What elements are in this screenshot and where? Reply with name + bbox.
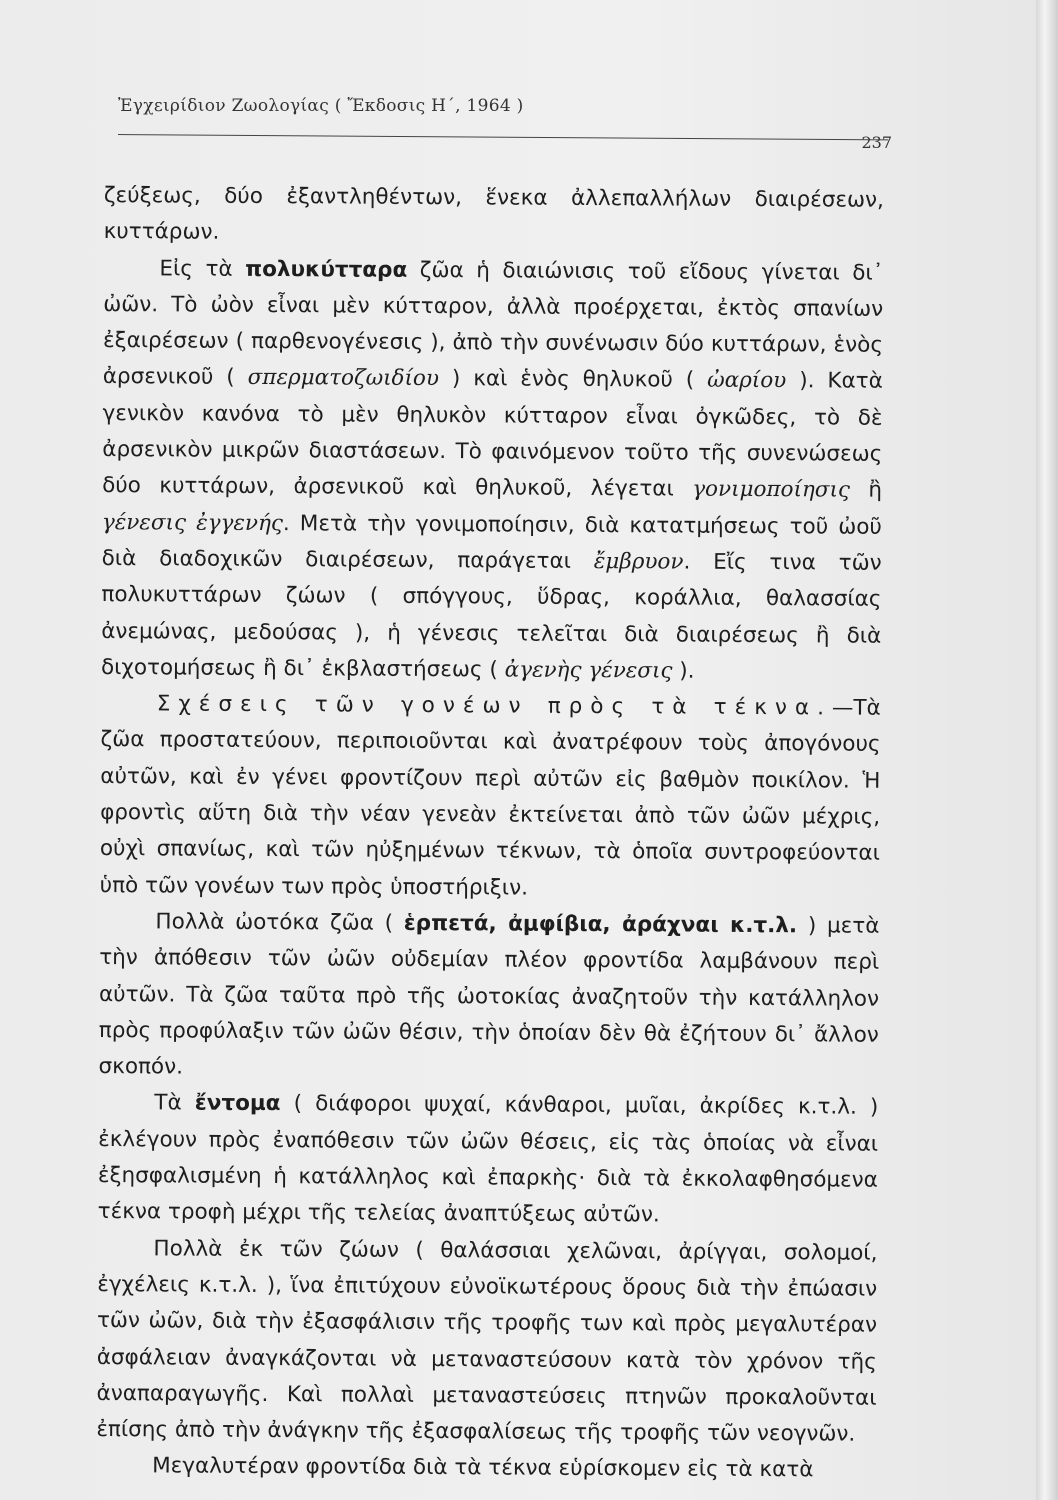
paragraph-text: Μεγαλυτέραν φροντίδα διὰ τὰ τέκνα εὑρίσκομεν εἰς τὰ κατὰ <box>152 1453 814 1483</box>
text-run: Εἰς τὰ <box>159 255 246 282</box>
text-run: ( διάφοροι ψυχαί, κάνθαροι, μυῖαι, ἀκρίδες κ.τ.λ. ) ἐκλέγουν πρὸς ἐναπόθεσιν τῶν ὠῶν θέσεις, εἰς τὰς ὁποίας νὰ εἶναι ἐξησφαλισμένη ἡ κατάλληλος καὶ ἐπαρκὴς· διὰ τὰ ἐκκολαφθησόμενα τέκνα τροφὴ μέχρι τῆς τελείας ἀναπτύξεως αὐτῶν. <box>97 1091 879 1228</box>
paragraph <box>96 1231 877 1454</box>
paragraph-text: Πολλὰ ἐκ τῶν ζώων ( θαλάσσιαι χελῶναι, ἀρίγγαι, σολομοί, ἐγχέλεις κ.τ.λ. ), ἵνα ἐπιτύχουν εὐνοϊκωτέρους ὅρους διὰ τὴν ἐπώασιν τῶν ὠῶν, διὰ τὴν ἐξασφάλισιν τῆς τροφῆς των καὶ πρὸς μεγαλυτέραν ἀσφάλειαν ἀναγκάζονται νὰ μεταναστεύσουν κατὰ τὸν χρόνον τῆς ἀναπαραγωγῆς. Καὶ πολλαὶ μεταναστεύσεις πτηνῶν προκαλοῦνται ἐπίσης ἀπὸ τὴν ἀνάγκην τῆς ἐξασφαλίσεως τῆς τροφῆς τῶν νεογνῶν. <box>96 1235 878 1447</box>
text-run: ). <box>672 658 695 684</box>
paragraph <box>101 251 884 691</box>
section-heading: Σχέσεις τῶν γονέων πρὸς τὰ τέκνα. <box>156 691 833 721</box>
italic-term: γονιμοποίησις <box>692 476 851 503</box>
page-number: 237 <box>861 133 892 152</box>
bold-term: ἔντομα <box>194 1090 281 1117</box>
paragraph <box>96 1448 876 1489</box>
text-run: ) καὶ ἑνὸς θηλυκοῦ ( <box>438 366 708 394</box>
running-head: Ἐγχειρίδιον Ζωολογίας ( Ἔκδοσις Η΄, 1964 ) <box>118 96 524 116</box>
italic-term: ἀγενὴς γένεσις <box>504 657 673 684</box>
paragraph <box>100 686 881 909</box>
text-run: . Μετὰ τὴν γονιμοποίησιν, διὰ κατατμήσεως τοῦ ὠοῦ διὰ διαδοχικῶν διαιρέσεων, παράγεται <box>101 510 882 574</box>
bold-term: ἑρπετά, ἀμφίβια, ἀράχναι κ.τ.λ. <box>403 910 798 939</box>
text-run: Πολλὰ ὠοτόκα ζῶα ( <box>155 909 404 936</box>
text-run: ) μετὰ τὴν ἀπόθεσιν τῶν ὠῶν οὐδεμίαν πλέον φροντίδα λαμβάνουν περὶ αὐτῶν. Τὰ ζῶα ταῦτα πρὸ τῆς ὠοτοκίας ἀναζητοῦν τὴν κατάλληλον πρὸς προφύλαξιν τῶν ὠῶν θέσιν, τὴν ὁποίαν δὲν θὰ ἐζήτουν δι᾽ ἄλλον σκοπόν. <box>98 913 880 1080</box>
paragraph-text: ζεύξεως, δύο ἐξαντληθέντων, ἕνεκα ἀλλεπαλλήλων διαιρέσεων, κυττάρων. <box>103 182 884 246</box>
page-header <box>118 96 892 152</box>
text-run: —Τὰ ζῶα προστατεύουν, περιποιοῦνται καὶ ἀνατρέφουν τοὺς ἀπογόνους αὐτῶν, καὶ ἐν γένει φροντίζουν περὶ αὐτῶν εἰς βαθμὸν ποικίλον. Ἡ φροντὶς αὕτη διὰ τὴν νέαν γενεὰν ἐκτείνεται ἀπὸ τῶν ὠῶν μέχρις, οὐχὶ σπανίως, καὶ τῶν ηὐξημένων τέκνων, τὰ ὁποῖα συντροφεύονται ὑπὸ τῶν γονέων των πρὸς ὑποστήριξιν. <box>99 695 881 901</box>
text-run: Τὰ <box>154 1090 195 1116</box>
paragraph <box>104 178 884 255</box>
text-run: ). Κατὰ γενικὸν κανόνα τὸ μὲν θηλυκὸν κύτταρον εἶναι ὀγκῶδες, τὸ δὲ ἀρσενικὸν μικρῶν διαστάσεων. Τὸ φαινόμενον τοῦτο τῆς συνενώσεως δύο κυττάρων, ἀρσενικοῦ καὶ θηλυκοῦ, λέγεται <box>102 368 883 502</box>
paragraph <box>98 1085 879 1235</box>
paragraph <box>98 904 879 1090</box>
text-run: . Εἴς τινα τῶν πολυκυττάρων ζώων ( σπόγγους, ὕδρας, κοράλλια, θαλασσίας ἀνεμώνας, μεδούσας ), ἡ γένεσις τελεῖται διὰ διαιρέσεως ἢ διὰ διχοτομήσεως ἢ δι᾽ ἐκβλαστήσεως ( <box>100 549 882 683</box>
text-run: ἢ <box>849 477 883 504</box>
italic-term: γένεσις ἐγγενής <box>101 509 283 536</box>
italic-term: ἔμβρυον <box>593 548 684 575</box>
body-text <box>96 178 884 1489</box>
text-run: ζῶα ἡ διαιώνισις τοῦ εἴδους γίνεται δι᾽ ὠῶν. Τὸ ὠὸν εἶναι μὲν κύτταρον, ἀλλὰ προέρχεται, ἐκτὸς σπανίων ἐξαιρέσεων ( παρθενογένεσις ), ἀπὸ τὴν συνένωσιν δύο κυττάρων, ἑνὸς ἀρσενικοῦ ( <box>102 257 884 391</box>
page-edge <box>1036 0 1058 1500</box>
italic-term: ὠαρίου <box>707 368 787 394</box>
header-rule <box>118 134 888 140</box>
bold-term: πολυκύτταρα <box>245 256 408 283</box>
italic-term: σπερματοζωιδίου <box>247 365 440 392</box>
